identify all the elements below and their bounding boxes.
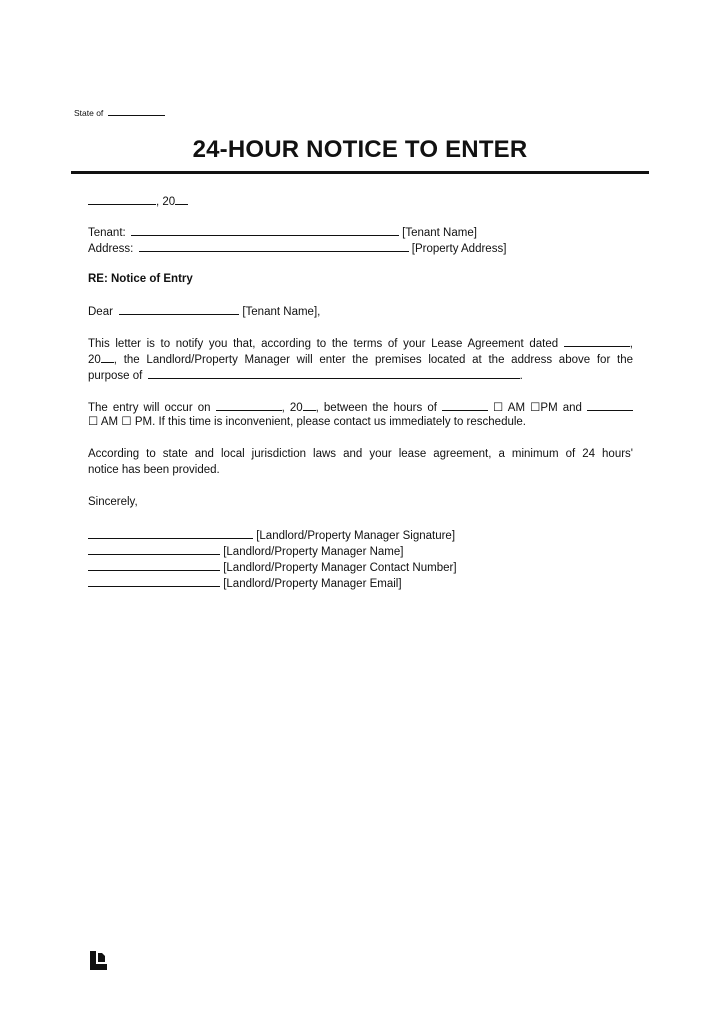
address-label: Address: bbox=[88, 243, 134, 255]
state-blank[interactable] bbox=[108, 107, 165, 116]
dear-name-blank[interactable] bbox=[119, 303, 239, 315]
date-year-blank[interactable] bbox=[175, 193, 188, 205]
start-time-blank[interactable] bbox=[442, 399, 488, 411]
manager-contact-line bbox=[88, 559, 457, 575]
para1-text1: This letter is to notify you that, according to the terms of your Lease Agreement dated bbox=[88, 338, 559, 350]
para3-line1: According to state and local jurisdiction laws and your lease agreement, a minimum of 24 hours' bbox=[88, 448, 633, 460]
para1-year-prefix: 20 bbox=[88, 354, 101, 366]
entry-year-prefix: , 20 bbox=[281, 402, 303, 414]
para1-purpose-label: purpose of bbox=[88, 370, 143, 382]
manager-email-blank[interactable] bbox=[88, 575, 220, 587]
document-logo-icon bbox=[90, 951, 107, 970]
address-hint: [Property Address] bbox=[411, 243, 507, 255]
para1-line3 bbox=[88, 367, 523, 383]
tenant-label: Tenant: bbox=[88, 227, 126, 239]
para1-line2 bbox=[88, 351, 633, 367]
dear-label: Dear bbox=[88, 306, 113, 318]
manager-name-hint: [Landlord/Property Manager Name] bbox=[223, 546, 404, 558]
date-year-prefix: , 20 bbox=[156, 196, 176, 208]
date-line bbox=[88, 193, 188, 209]
tenant-line bbox=[88, 224, 477, 240]
entry-between: , between the hours of bbox=[315, 402, 437, 414]
title-divider bbox=[71, 171, 649, 174]
address-blank[interactable] bbox=[139, 240, 409, 252]
para3-line2: notice has been provided. bbox=[88, 464, 220, 476]
manager-contact-hint: [Landlord/Property Manager Contact Number] bbox=[223, 562, 457, 574]
closing: Sincerely, bbox=[88, 496, 138, 508]
para1-comma: , bbox=[629, 338, 633, 350]
para1-text2: , the Landlord/Property Manager will enter the premises located at the address above for the bbox=[113, 354, 633, 366]
entry-date-blank[interactable] bbox=[216, 399, 282, 411]
signature-line bbox=[88, 527, 455, 543]
manager-name-line bbox=[88, 543, 403, 559]
re-heading: RE: Notice of Entry bbox=[88, 273, 193, 285]
manager-name-blank[interactable] bbox=[88, 543, 220, 555]
para2-line1 bbox=[88, 399, 633, 415]
signature-blank[interactable] bbox=[88, 527, 253, 539]
para2-line2: ☐ AM ☐ PM. If this time is inconvenient, please contact us immediately to reschedule. bbox=[88, 416, 527, 428]
purpose-blank[interactable] bbox=[148, 367, 520, 379]
dear-line bbox=[88, 303, 320, 319]
tenant-hint: [Tenant Name] bbox=[402, 227, 477, 239]
tenant-name-blank[interactable] bbox=[131, 224, 399, 236]
page-title: 24-HOUR NOTICE TO ENTER bbox=[192, 136, 528, 163]
start-ampm[interactable]: ☐ AM ☐PM and bbox=[493, 402, 582, 414]
date-blank[interactable] bbox=[88, 193, 156, 205]
entry-prefix: The entry will occur on bbox=[88, 402, 211, 414]
signature-hint: [Landlord/Property Manager Signature] bbox=[256, 530, 456, 542]
para1-line1 bbox=[88, 335, 633, 351]
manager-email-hint: [Landlord/Property Manager Email] bbox=[223, 578, 402, 590]
manager-contact-blank[interactable] bbox=[88, 559, 220, 571]
lease-date-blank[interactable] bbox=[564, 335, 630, 347]
state-of-line bbox=[74, 107, 165, 118]
dear-hint: [Tenant Name], bbox=[242, 306, 321, 318]
lease-year-blank[interactable] bbox=[101, 351, 114, 363]
state-of-label: State of bbox=[74, 108, 104, 118]
manager-email-line bbox=[88, 575, 402, 591]
para1-period: . bbox=[519, 370, 523, 382]
end-time-blank[interactable] bbox=[587, 399, 633, 411]
entry-year-blank[interactable] bbox=[303, 399, 316, 411]
address-line bbox=[88, 240, 506, 256]
